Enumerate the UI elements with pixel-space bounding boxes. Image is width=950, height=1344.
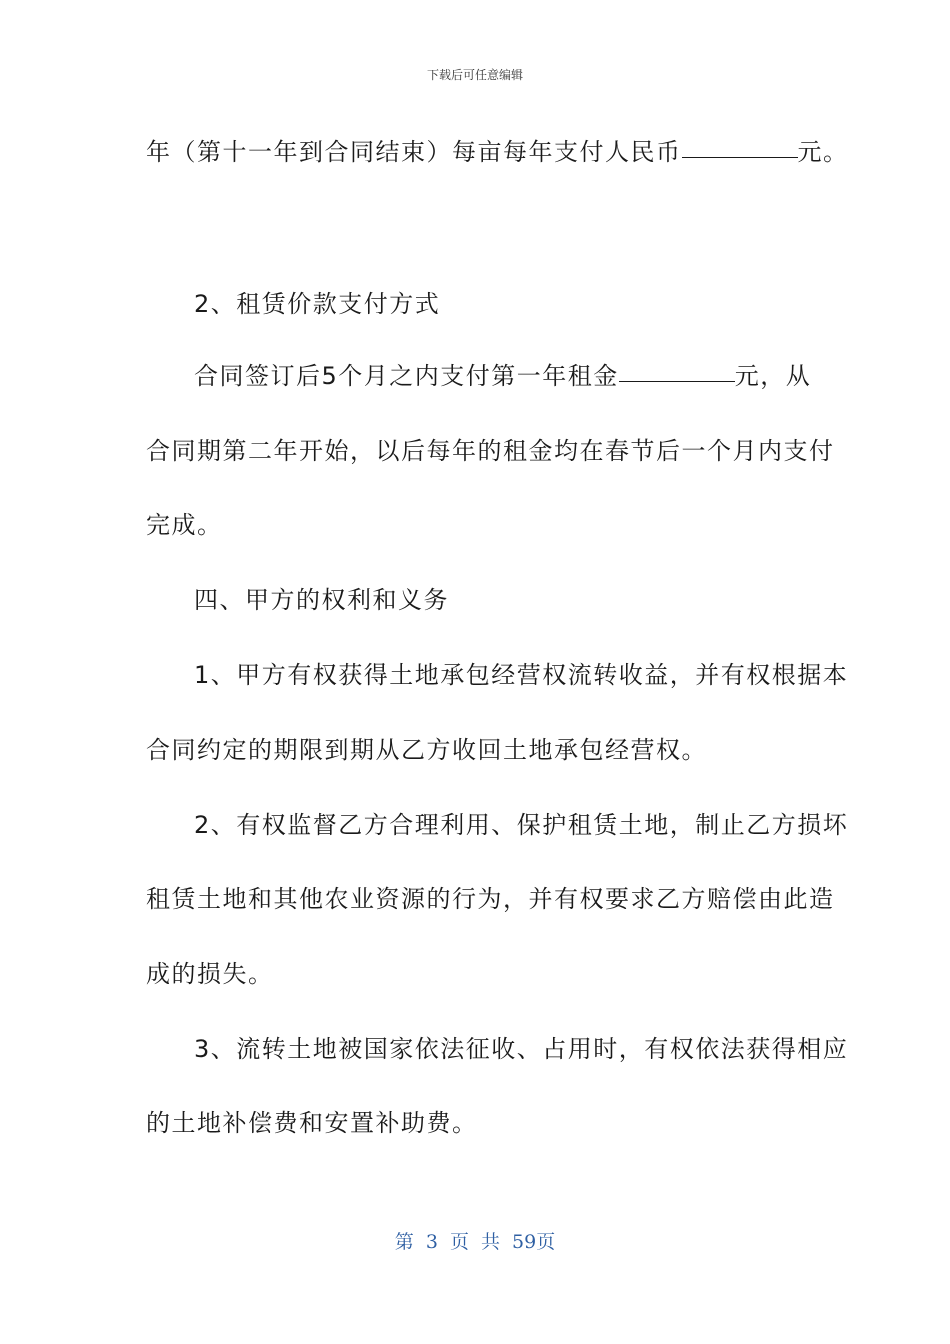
fill-in-blank	[619, 380, 735, 382]
text-line: 的土地补偿费和安置补助费。	[146, 1109, 478, 1137]
text-segment: 合同签订后5个月之内支付第一年租金	[194, 362, 619, 390]
text-line: 1、甲方有权获得土地承包经营权流转收益，并有权根据本	[194, 661, 849, 689]
text-line: 完成。	[146, 511, 223, 539]
text-segment: 年（第十一年到合同结束）每亩每年支付人民币	[146, 138, 682, 166]
text-line: 四、甲方的权利和义务	[194, 586, 449, 614]
page-header: 下载后可任意编辑	[426, 68, 523, 82]
fill-in-blank	[682, 156, 798, 158]
text-segment: 元，从	[734, 362, 812, 390]
text-line: 合同约定的期限到期从乙方收回土地承包经营权。	[146, 736, 707, 764]
text-line: 成的损失。	[146, 960, 274, 988]
text-line: 2、有权监督乙方合理利用、保护租赁土地，制止乙方损坏	[194, 811, 849, 839]
text-line: 3、流转土地被国家依法征收、占用时，有权依法获得相应	[194, 1035, 849, 1063]
text-segment: 元。	[797, 138, 849, 166]
text-line	[146, 132, 849, 167]
text-line: 合同期第二年开始，以后每年的租金均在春节后一个月内支付	[146, 437, 835, 465]
text-line: 租赁土地和其他农业资源的行为，并有权要求乙方赔偿由此造	[146, 885, 835, 913]
text-line: 2、租赁价款支付方式	[194, 290, 441, 318]
text-line	[194, 356, 874, 391]
page-footer: 第 3 页 共 59页	[394, 1231, 556, 1253]
